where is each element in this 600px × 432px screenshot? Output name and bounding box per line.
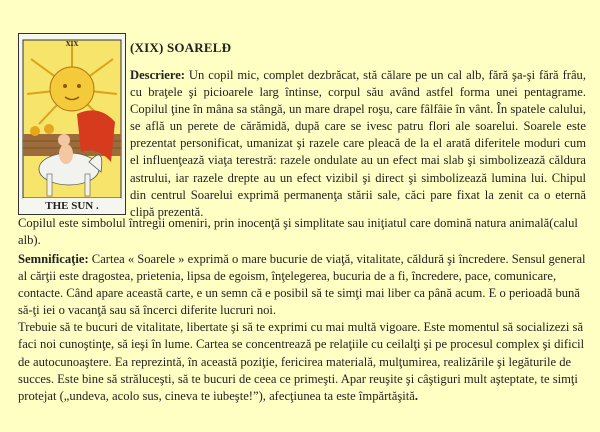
card-caption: THE SUN .	[45, 200, 99, 212]
card-numeral: XIX	[65, 40, 79, 48]
meaning-end: .	[414, 388, 419, 403]
card-title: (XIX) SOARELĐ	[130, 40, 232, 55]
meaning-label: Semnificaţie:	[18, 252, 89, 266]
meaning-section	[18, 251, 590, 405]
sun-card-illustration	[19, 34, 125, 214]
description-paragraph	[130, 67, 586, 221]
description-label: Descriere:	[130, 68, 185, 82]
meaning-text-2: Trebuie să te bucuri de vitalitate, libertate şi să te exprimi cu mai multă vigoare. Este momentul să socializezi să faci noi cunoştinţe, să ieşi în lume. Cartea se concentrează pe relaţiile cu ceilalţi şi pe procesul complex şi dificil de autocunoaştere. Ea reprezintă, în această poziţie, fericirea materială, mulţumirea, realizările şi legăturile de succes. Este bine să străluceşti, să te bucuri de ceea ce primeşti. Apar reuşite şi câştiguri mult aşteptate, te simţi protejat („undeva, acolo sus, cineva te iubeşte!”), afecţiunea ta este împărtăşită	[18, 320, 585, 403]
description-text: Un copil mic, complet dezbrăcat, stă călare pe un cal alb, fără şa-şi fără frâu, cu braţele şi picioarele larg întinse, corpul său având astfel forma unei pentagrame. Copilul ţine în mâna sa stângă, un mare drapel roşu, care fâlfâie în vânt. În spatele calului, se află un perete de cărămidă, după care se ivesc patru flori ale soarelui. Soarele este prezentat personificat, umanizat şi razele care pleacă de la el arată diferitele moduri cum el influenţează viaţa terestră: razele ondulate au un efect mai slab şi simbolizează căldura astrului, iar razele drepte au un efect vizibil şi direct şi simbolizează lumina lui. Chipul din centrul Soarelui exprimă permanenţa stării sale, căci pare fixat la zenit ca o eternă clipă prezentă.	[130, 68, 586, 219]
meaning-text: Cartea « Soarele » exprimă o mare bucurie de viaţă, vitalitate, căldură şi încredere. Sensul general al cărţii este dragostea, prietenia, lipsa de egoism, înţelegerea, bucuria de a fi, încredere, pace, comunicare, contacte. Când apare această carte, e un semn că e posibil să te simţi mai liber ca până acum. E o perioadă bună să-ţi iei o vacanţă sau să încerci diferite lucruri noi.	[18, 252, 586, 318]
meaning-paragraph-2	[18, 319, 590, 404]
meaning-paragraph	[18, 251, 590, 319]
sun-face	[50, 67, 94, 111]
tarot-card-sun	[18, 33, 126, 215]
description-continuation: Copilul este simbolul întregii omeniri, prin inocenţă şi simplitate sau iniţiatul care domină natura animală(calul alb).	[18, 216, 578, 248]
